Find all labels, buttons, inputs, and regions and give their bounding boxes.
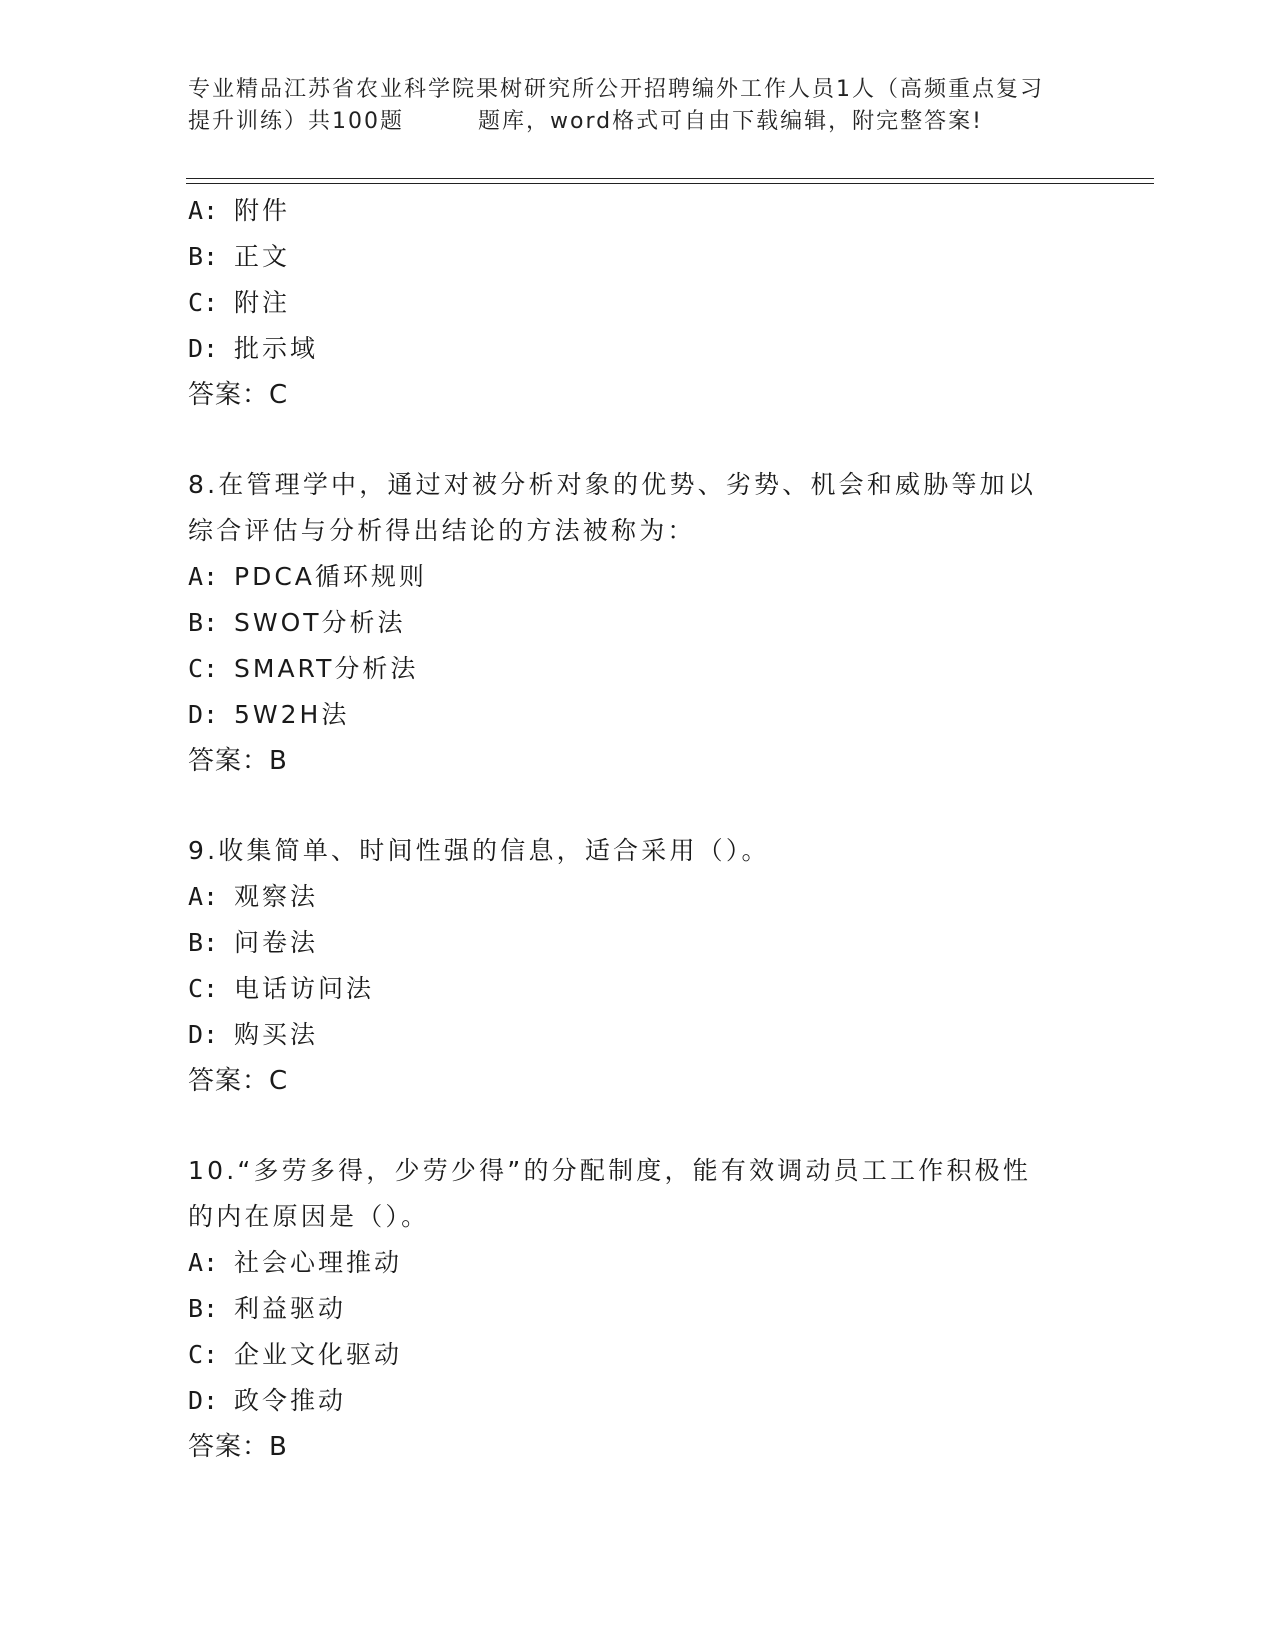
option-d bbox=[188, 1378, 1088, 1424]
question-text-line-2: 综合评估与分析得出结论的方法被称为： bbox=[188, 516, 696, 545]
option-letter: C: bbox=[188, 1340, 219, 1369]
answer: 答案：B bbox=[188, 1432, 288, 1462]
option-c bbox=[188, 280, 1088, 326]
option-d bbox=[188, 1012, 1088, 1058]
option-letter: A: bbox=[188, 882, 219, 911]
option-letter: D: bbox=[188, 334, 219, 363]
option-letter: C: bbox=[188, 974, 219, 1003]
question-text-line-1: 9.收集简单、时间性强的信息，适合采用（）。 bbox=[188, 836, 770, 865]
question-text bbox=[188, 462, 1088, 554]
question-8 bbox=[188, 462, 1088, 784]
option-letter: B: bbox=[188, 242, 219, 271]
option-text: 社会心理推动 bbox=[234, 1248, 403, 1277]
option-b bbox=[188, 920, 1088, 966]
answer: 答案：C bbox=[188, 1066, 289, 1096]
option-text: SWOT分析法 bbox=[234, 608, 406, 637]
option-text: 附注 bbox=[234, 288, 291, 317]
option-letter: C: bbox=[188, 288, 219, 317]
option-b bbox=[188, 1286, 1088, 1332]
option-b bbox=[188, 234, 1088, 280]
option-c bbox=[188, 1332, 1088, 1378]
header-divider-bottom bbox=[186, 183, 1154, 184]
option-text: 批示域 bbox=[234, 334, 319, 363]
option-text: PDCA循环规则 bbox=[234, 562, 427, 591]
option-text: 附件 bbox=[234, 196, 291, 225]
question-7 bbox=[188, 188, 1088, 418]
option-d bbox=[188, 326, 1088, 372]
option-text: 企业文化驱动 bbox=[234, 1340, 403, 1369]
option-c bbox=[188, 646, 1088, 692]
question-text bbox=[188, 828, 1088, 874]
question-text bbox=[188, 1148, 1088, 1240]
option-letter: B: bbox=[188, 928, 219, 957]
header-title-line-2-part-2: 题库，word格式可自由下载编辑，附完整答案! bbox=[478, 109, 983, 134]
option-letter: B: bbox=[188, 1294, 219, 1323]
option-letter: D: bbox=[188, 700, 219, 729]
option-text: 正文 bbox=[234, 242, 291, 271]
question-9 bbox=[188, 828, 1088, 1104]
option-text: 购买法 bbox=[234, 1020, 319, 1049]
question-text-line-1: 8.在管理学中，通过对被分析对象的优势、劣势、机会和威胁等加以 bbox=[188, 470, 1037, 499]
option-text: 5W2H法 bbox=[234, 700, 350, 729]
option-text: 问卷法 bbox=[234, 928, 319, 957]
option-a bbox=[188, 554, 1088, 600]
option-a bbox=[188, 188, 1088, 234]
option-a bbox=[188, 874, 1088, 920]
answer: 答案：C bbox=[188, 380, 289, 410]
option-letter: B: bbox=[188, 608, 219, 637]
header-title-line-2 bbox=[188, 106, 1108, 138]
option-c bbox=[188, 966, 1088, 1012]
header-divider-top bbox=[186, 178, 1154, 179]
option-letter: A: bbox=[188, 1248, 219, 1277]
option-letter: D: bbox=[188, 1386, 219, 1415]
option-letter: D: bbox=[188, 1020, 219, 1049]
question-text-line-1: 10.“多劳多得，少劳少得”的分配制度，能有效调动员工工作积极性 bbox=[188, 1156, 1032, 1185]
header-title-line-1: 专业精品江苏省农业科学院果树研究所公开招聘编外工作人员1人（高频重点复习 bbox=[188, 77, 1044, 102]
option-letter: A: bbox=[188, 562, 219, 591]
option-b bbox=[188, 600, 1088, 646]
answer: 答案：B bbox=[188, 746, 288, 776]
option-text: 政令推动 bbox=[234, 1386, 347, 1415]
option-letter: C: bbox=[188, 654, 219, 683]
option-letter: A: bbox=[188, 196, 219, 225]
header-title-line-2-part-1: 提升训练）共100题 bbox=[188, 109, 404, 134]
option-d bbox=[188, 692, 1088, 738]
question-text-line-2: 的内在原因是（）。 bbox=[188, 1202, 430, 1231]
option-text: SMART分析法 bbox=[234, 654, 419, 683]
question-10 bbox=[188, 1148, 1088, 1470]
option-text: 利益驱动 bbox=[234, 1294, 347, 1323]
page-header bbox=[188, 74, 1108, 138]
question-list bbox=[188, 188, 1088, 1470]
option-text: 观察法 bbox=[234, 882, 319, 911]
option-a bbox=[188, 1240, 1088, 1286]
option-text: 电话访问法 bbox=[234, 974, 375, 1003]
